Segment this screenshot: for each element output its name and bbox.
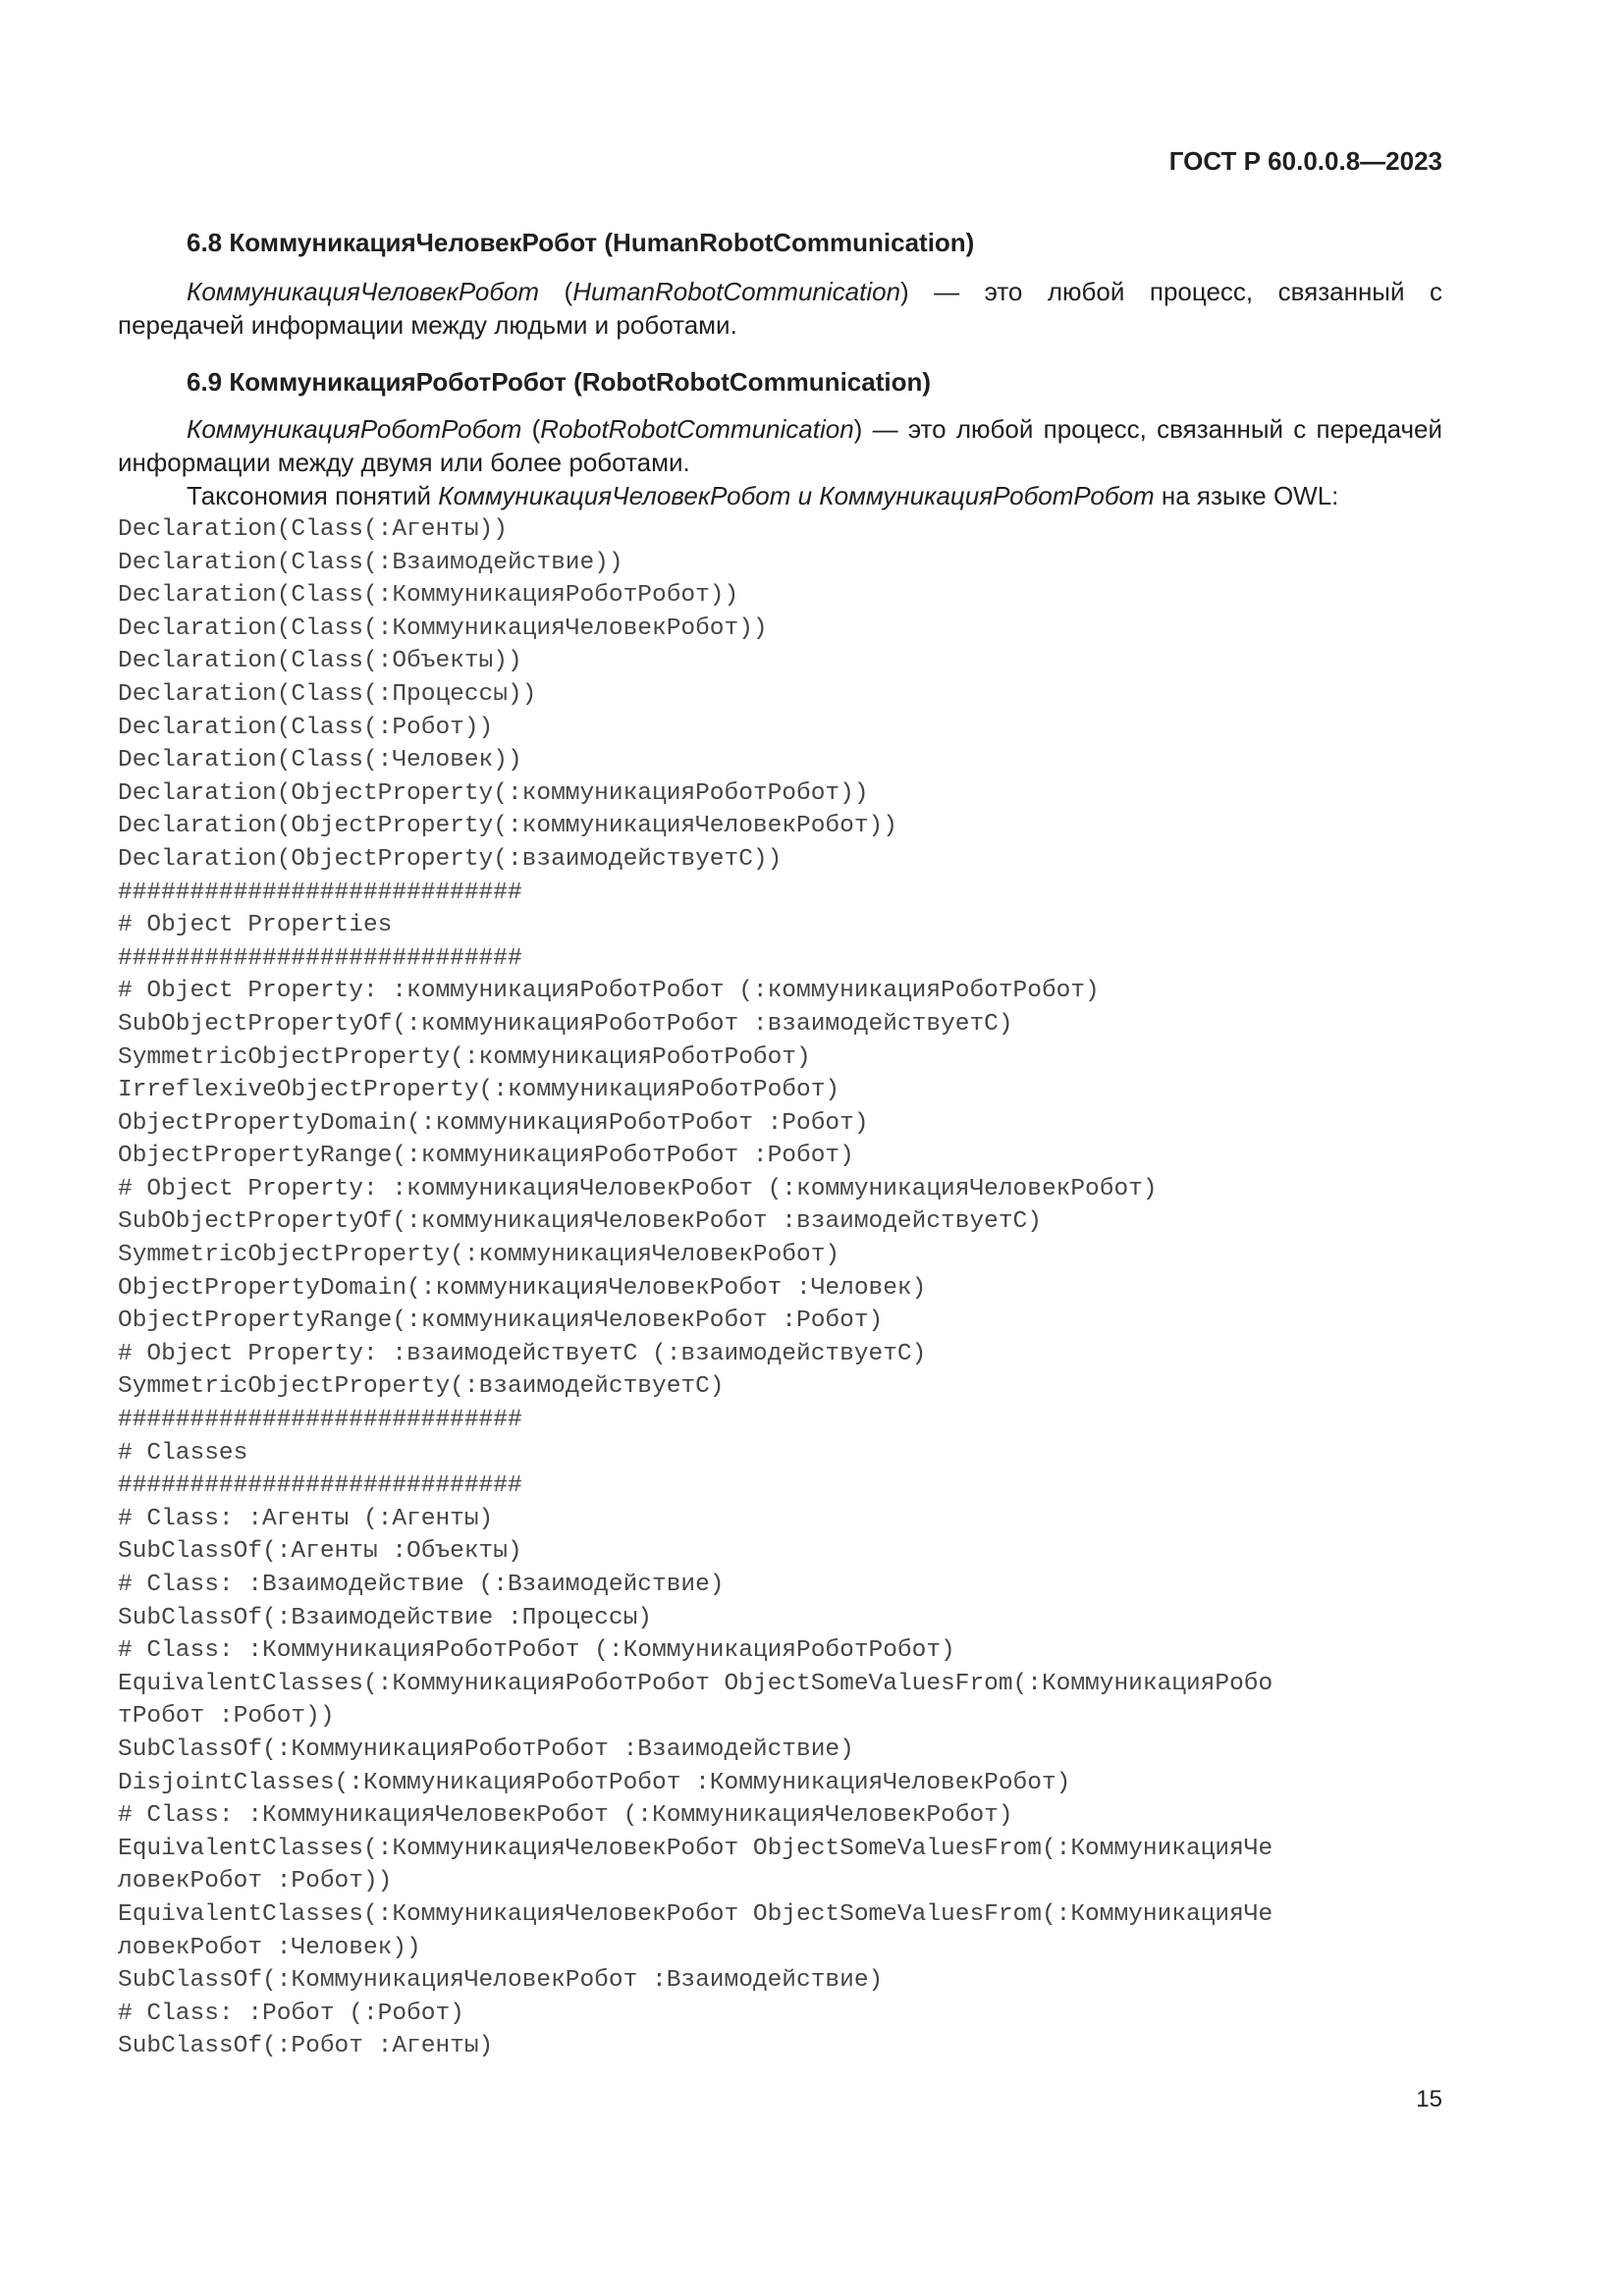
code-line: ObjectPropertyDomain(:коммуникацияРоботРобот :Робот) [118, 1109, 869, 1137]
taxonomy-intro [118, 479, 1442, 512]
code-line: Declaration(Class(:Взаимодействие)) [118, 549, 623, 576]
code-line: SubClassOf(:Агенты :Объекты) [118, 1538, 522, 1566]
code-line: Declaration(Class(:КоммуникацияРоботРобот)) [118, 582, 739, 610]
code-line: Declaration(ObjectProperty(:коммуникацияЧеловекРобот)) [118, 813, 897, 840]
code-line: ObjectPropertyDomain(:коммуникацияЧеловекРобот :Человек) [118, 1274, 927, 1302]
page-number: 15 [1416, 2086, 1442, 2112]
code-line: EquivalentClasses(:КоммуникацияЧеловекРобот ObjectSomeValuesFrom(:КоммуникацияЧе [118, 1835, 1273, 1862]
taxonomy-prefix: Таксономия понятий [187, 481, 432, 510]
code-line: Declaration(ObjectProperty(:коммуникацияРоботРобот)) [118, 779, 869, 807]
code-line: # Class: :КоммуникацияЧеловекРобот (:КоммуникацияЧеловекРобот) [118, 1802, 1013, 1830]
section-6-8-heading-block [118, 226, 1442, 259]
taxonomy-suffix: на языке OWL: [1161, 481, 1339, 510]
code-line: # Class: :Взаимодействие (:Взаимодействие) [118, 1572, 725, 1598]
term-ru: КоммуникацияРоботРобот [187, 414, 522, 444]
code-line: Declaration(Class(:КоммуникацияЧеловекРобот)) [118, 614, 768, 642]
code-line: SymmetricObjectProperty(:коммуникацияРоботРобот) [118, 1043, 811, 1071]
code-line: ловекРобот :Человек)) [118, 1934, 421, 1961]
code-line: # Class: :Робот (:Робот) [118, 2000, 464, 2027]
code-line: SymmetricObjectProperty(:взаимодействуетС) [118, 1373, 725, 1401]
section-6-9-definition: КоммуникацияРоботРобот (RobotRobotCommunication) — это любой процесс, связанный с передачей информации между двумя или более роботами. [118, 414, 1442, 477]
section-6-8-definition-block [118, 275, 1442, 342]
code-line: IrreflexiveObjectProperty(:коммуникацияРоботРобот) [118, 1077, 840, 1104]
definition-text: — это любой процесс, связанный с передачей информации между людьми и роботами. [118, 277, 1442, 340]
term-en: HumanRobotCommunication [572, 277, 901, 306]
code-line: ############################ [118, 944, 522, 972]
code-line: Declaration(Class(:Агенты)) [118, 516, 508, 543]
code-line: # Object Property: :коммуникацияЧеловекРобот (:коммуникацияЧеловекРобот) [118, 1175, 1158, 1202]
code-line: # Object Property: :взаимодействуетС (:взаимодействуетС) [118, 1340, 927, 1367]
definition-text: — это любой процесс, связанный с передачей информации между двумя или более роботами. [118, 414, 1442, 477]
code-line: # Class: :Агенты (:Агенты) [118, 1505, 494, 1532]
section-6-9-definition-block [118, 412, 1442, 479]
section-6-9-heading-block [118, 365, 1442, 399]
code-line: ловекРобот :Робот)) [118, 1868, 393, 1896]
code-line: SubClassOf(:Робот :Агенты) [118, 2033, 494, 2060]
code-line: SubObjectPropertyOf(:коммуникацияРоботРобот :взаимодействуетС) [118, 1010, 1013, 1038]
code-line: тРобот :Робот)) [118, 1703, 335, 1731]
code-line: ObjectPropertyRange(:коммуникацияРоботРобот :Робот) [118, 1143, 854, 1170]
code-line: # Classes [118, 1439, 248, 1467]
code-line: Declaration(Class(:Человек)) [118, 747, 522, 774]
code-line: ############################ [118, 879, 522, 906]
code-line: SubClassOf(:КоммуникацияРоботРобот :Взаимодействие) [118, 1735, 854, 1763]
section-6-8-heading: 6.8 КоммуникацияЧеловекРобот (HumanRobotCommunication) [187, 228, 975, 257]
code-line: Declaration(Class(:Объекты)) [118, 648, 522, 675]
owl-code-listing [118, 513, 1453, 2063]
code-line: ############################ [118, 1472, 522, 1500]
code-line: EquivalentClasses(:КоммуникацияЧеловекРобот ObjectSomeValuesFrom(:КоммуникацияЧе [118, 1900, 1273, 1928]
code-line: SubClassOf(:КоммуникацияЧеловекРобот :Взаимодействие) [118, 1967, 884, 1995]
taxonomy-intro-block [118, 479, 1442, 512]
code-line: Declaration(ObjectProperty(:взаимодействуетС)) [118, 845, 783, 873]
code-line: EquivalentClasses(:КоммуникацияРоботРобот ObjectSomeValuesFrom(:КоммуникацияРобо [118, 1670, 1273, 1697]
term-en: RobotRobotCommunication [540, 414, 854, 444]
code-line: # Object Properties [118, 912, 393, 939]
code-line: SymmetricObjectProperty(:коммуникацияЧеловекРобот) [118, 1242, 840, 1269]
taxonomy-terms: КоммуникацияЧеловекРобот и КоммуникацияРоботРобот [438, 481, 1155, 510]
standard-number-header: ГОСТ Р 60.0.0.8—2023 [1168, 146, 1442, 176]
code-line: # Object Property: :коммуникацияРоботРобот (:коммуникацияРоботРобот) [118, 978, 1100, 1005]
term-ru: КоммуникацияЧеловекРобот [187, 277, 540, 306]
code-line: DisjointClasses(:КоммуникацияРоботРобот :КоммуникацияЧеловекРобот) [118, 1769, 1071, 1796]
code-line: ObjectPropertyRange(:коммуникацияЧеловекРобот :Робот) [118, 1308, 884, 1335]
section-6-9-heading: 6.9 КоммуникацияРоботРобот (RobotRobotCommunication) [187, 367, 932, 397]
code-line: ############################ [118, 1407, 522, 1434]
section-6-8-definition: КоммуникацияЧеловекРобот (HumanRobotCommunication) — это любой процесс, связанный с передачей информации между людьми и роботами. [118, 277, 1442, 340]
code-line: SubClassOf(:Взаимодействие :Процессы) [118, 1604, 652, 1631]
code-line: Declaration(Class(:Процессы)) [118, 680, 537, 708]
code-line: SubObjectPropertyOf(:коммуникацияЧеловекРобот :взаимодействуетС) [118, 1208, 1042, 1236]
code-line: # Class: :КоммуникацияРоботРобот (:КоммуникацияРоботРобот) [118, 1637, 955, 1665]
code-line: Declaration(Class(:Робот)) [118, 714, 494, 741]
